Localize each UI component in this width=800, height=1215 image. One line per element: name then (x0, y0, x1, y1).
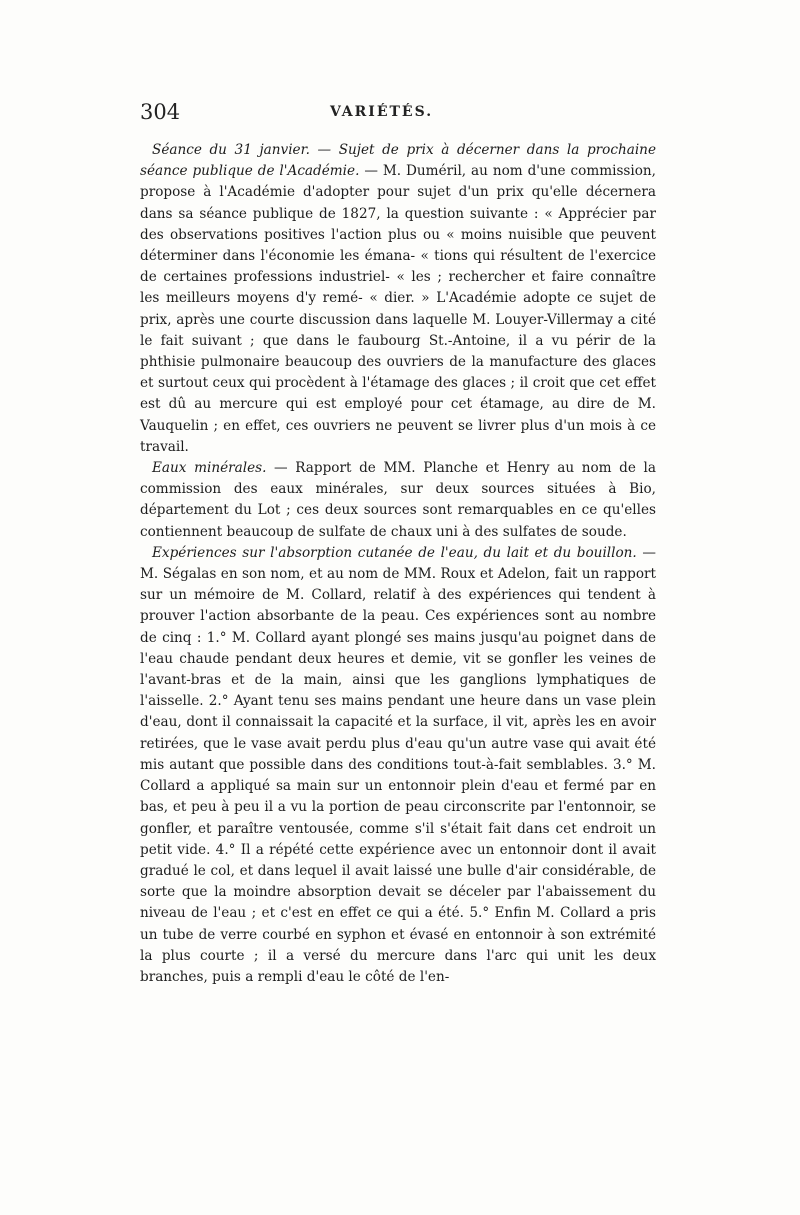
paragraph-experiences (140, 543, 656, 988)
paragraph-seance (140, 140, 656, 458)
paragraph-eaux-minerales-text: — Rapport de MM. Planche et Henry au nom de la commission des eaux minérales, sur deux sources situées à Bio, département du Lot ; ces deux sources sont remarquables en ce qu'elles contiennent beaucoup de sulfate de chaux uni à des sulfates de soude. (140, 460, 656, 540)
paragraph-seance-text: — M. Duméril, au nom d'une commission, propose à l'Académie d'adopter pour sujet d'un prix qu'elle décernera dans sa séance publique de 1827, la question suivante : « Apprécier par des observations positives l'action plus ou « moins nuisible que peuvent déterminer dans l'économie les émana- « tions qui résultent de l'exercice de certaines professions industriel- « les ; rechercher et faire connaître les meilleurs moyens d'y remé- « dier. » L'Académie adopte ce sujet de prix, après une courte discussion dans laquelle M. Louyer-Villermay a cité le fait suivant ; que dans le faubourg St.-Antoine, il a vu périr de la phthisie pulmonaire beaucoup des ouvriers de la manufacture des glaces et surtout ceux qui procèdent à l'étamage des glaces ; il croit que cet effet est dû au mercure qui est employé pour cet étamage, au dire de M. Vauquelin ; en effet, ces ouvriers ne peuvent se livrer plus d'un mois à ce travail. (140, 163, 657, 455)
paragraph-eaux-minerales (140, 458, 656, 543)
paragraph-eaux-minerales-heading: Eaux minérales. (152, 460, 267, 477)
page-number: 304 (140, 100, 181, 124)
body-text (140, 140, 656, 988)
running-title: VARIÉTÉS. (330, 104, 434, 120)
paragraph-experiences-heading: Expériences sur l'absorption cutanée de l'eau, du lait et du bouillon. (152, 544, 637, 561)
paragraph-experiences-text: — M. Ségalas en son nom, et au nom de MM. Roux et Adelon, fait un rapport sur un mémoire de M. Collard, relatif à des expériences qui tendent à prouver l'action absorbante de la peau. Ces expériences sont au nombre de cinq : 1.° M. Collard ayant plongé ses mains jusqu'au poignet dans de l'eau chaude pendant deux heures et demie, vit se gonfler les veines de l'avant-bras et de la main, ainsi que les ganglions lymphatiques de l'aisselle. 2.° Ayant tenu ses mains pendant une heure dans un vase plein d'eau, dont il connaissait la capacité et la surface, il vit, après les en avoir retirées, que le vase avait perdu plus d'eau qu'un autre vase qui avait été mis autant que possible dans des conditions tout-à-fait semblables. 3.° M. Collard a appliqué sa main sur un entonnoir plein d'eau et fermé par en bas, et peu à peu il a vu la portion de peau circonscrite par l'entonnoir, se gonfler, et paraître ventousée, comme s'il s'était fait dans cet endroit un petit vide. 4.° Il a répété cette expérience avec un entonnoir dont il avait gradué le col, et dans lequel il avait laissé une bulle d'air considérable, de sorte que la moindre absorption devait se déceler par l'abaissement du niveau de l'eau ; et c'est en effet ce qui a été. 5.° Enfin M. Collard a pris un tube de verre courbé en syphon et évasé en entonnoir à son extrémité la plus courte ; il a versé du mercure dans l'arc qui unit les deux branches, puis a rempli d'eau le côté de l'en- (140, 544, 656, 985)
paragraph-seance-heading: Séance du 31 janvier. — Sujet de prix à décerner dans la prochaine séance publique de l'Académie. (140, 142, 656, 180)
page-header (140, 100, 660, 130)
